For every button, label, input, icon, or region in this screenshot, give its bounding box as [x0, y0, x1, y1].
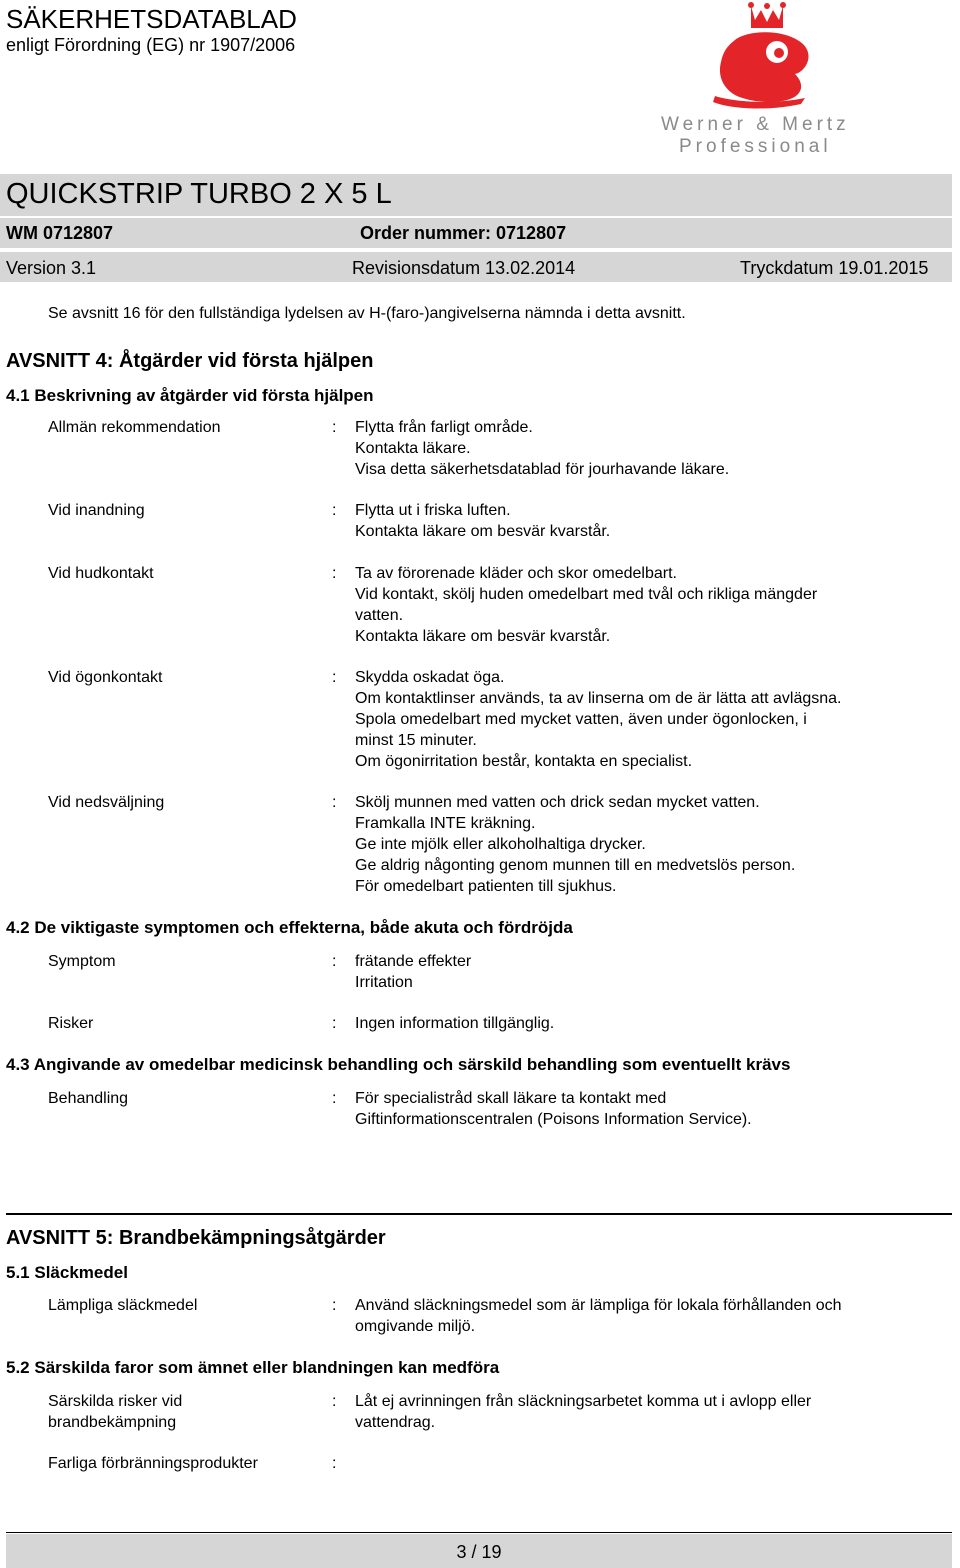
identifier-band [0, 218, 952, 248]
row-value: Flytta ut i friska luften. Kontakta läkare om besvär kvarstår. [355, 502, 611, 540]
row-label: Vid hudkontakt [48, 565, 154, 582]
footer-divider [6, 1532, 952, 1533]
row-label: Vid ögonkontakt [48, 669, 163, 686]
section-divider [6, 1213, 952, 1215]
row-colon: : [332, 1015, 337, 1032]
wm-number: WM 0712807 [6, 223, 114, 243]
werner-mertz-logo [655, 0, 855, 160]
row-colon: : [332, 953, 337, 970]
row-colon: : [332, 1090, 337, 1107]
order-number: Order nummer: 0712807 [360, 223, 567, 243]
footer-band [6, 1534, 952, 1568]
row-label: Särskilda risker vid brandbekämpning [48, 1393, 183, 1431]
logo-text-line1: Werner & Mertz [661, 114, 850, 135]
row-colon: : [332, 1455, 337, 1472]
document-subtitle: enligt Förordning (EG) nr 1907/2006 [6, 35, 296, 55]
print-date: Tryckdatum 19.01.2015 [740, 258, 929, 278]
row-colon: : [332, 1393, 337, 1410]
row-value: Skydda oskadat öga. Om kontaktlinser används, ta av linserna om de är lätta att avlägsna. Spola omedelbart med mycket vatten, även under ögonlocken, i minst 15 minuter. Om ögonirritation består, kontakta en specialist. [355, 669, 842, 770]
frog-logo-icon [655, 0, 855, 160]
row-colon: : [332, 794, 337, 811]
row-colon: : [332, 565, 337, 582]
row-value: Ta av förorenade kläder och skor omedelbart. Vid kontakt, skölj huden omedelbart med tvål och rikliga mängder vatten. Kontakta läkare om besvär kvarstår. [355, 565, 818, 645]
row-colon: : [332, 669, 337, 686]
row-label: Symptom [48, 953, 116, 970]
version-band [0, 252, 952, 282]
section43-heading: 4.3 Angivande av omedelbar medicinsk behandling och särskild behandling som eventuellt krävs [6, 1055, 791, 1074]
row-value: frätande effekter Irritation [355, 953, 472, 991]
row-value: Flytta från farligt område. Kontakta läkare. Visa detta säkerhetsdatablad för jourhavande läkare. [355, 419, 730, 478]
revision-date: Revisionsdatum 13.02.2014 [352, 258, 576, 278]
page-number: 3 / 19 [456, 1542, 502, 1562]
version: Version 3.1 [6, 258, 97, 278]
row-colon: : [332, 502, 337, 519]
product-name-band [0, 174, 952, 216]
product-name: QUICKSTRIP TURBO 2 X 5 L [6, 178, 392, 210]
row-label: Risker [48, 1015, 94, 1032]
section5-heading: AVSNITT 5: Brandbekämpningsåtgärder [6, 1227, 386, 1249]
row-value: Låt ej avrinningen från släckningsarbetet komma ut i avlopp eller vattendrag. [355, 1393, 812, 1431]
intro-note: Se avsnitt 16 för den fullständiga lydelsen av H-(faro-)angivelserna nämnda i detta avsnitt. [48, 305, 686, 322]
row-value: Skölj munnen med vatten och drick sedan mycket vatten. Framkalla INTE kräkning. Ge inte mjölk eller alkoholhaltiga drycker. Ge aldrig någonting genom munnen till en medvetslös person. För omedelbart patienten till sjukhus. [355, 794, 796, 895]
row-value: Ingen information tillgänglig. [355, 1015, 555, 1032]
row-colon: : [332, 1297, 337, 1314]
section52-heading: 5.2 Särskilda faror som ämnet eller blandningen kan medföra [6, 1358, 500, 1377]
logo-text-line2: Professional [679, 136, 832, 157]
row-value: Använd släckningsmedel som är lämpliga för lokala förhållanden och omgivande miljö. [355, 1297, 842, 1335]
row-colon: : [332, 419, 337, 436]
row-label: Farliga förbränningsprodukter [48, 1455, 258, 1472]
section41-heading: 4.1 Beskrivning av åtgärder vid första hjälpen [6, 386, 374, 405]
section4-heading: AVSNITT 4: Åtgärder vid första hjälpen [6, 350, 374, 372]
row-label: Allmän rekommendation [48, 419, 221, 436]
row-label: Behandling [48, 1090, 129, 1107]
row-value: För specialistråd skall läkare ta kontakt med Giftinformationscentralen (Poisons Information Service). [355, 1090, 752, 1128]
document-title: SÄKERHETSDATABLAD [6, 4, 297, 34]
row-label: Vid nedsväljning [48, 794, 165, 811]
row-label: Lämpliga släckmedel [48, 1297, 198, 1314]
row-label: Vid inandning [48, 502, 145, 519]
section51-heading: 5.1 Släckmedel [6, 1263, 128, 1282]
section42-heading: 4.2 De viktigaste symptomen och effekterna, både akuta och fördröjda [6, 918, 573, 937]
